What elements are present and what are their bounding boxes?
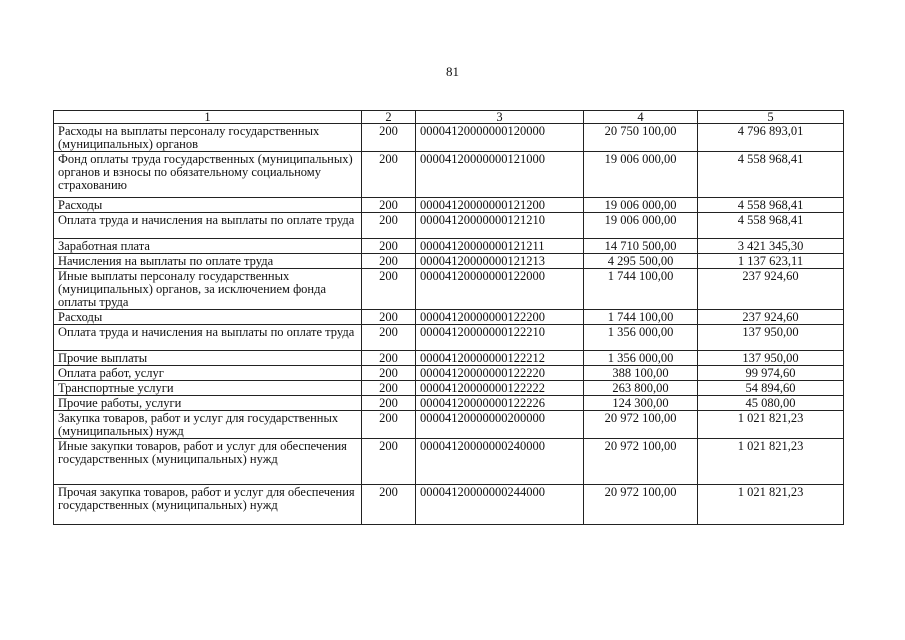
row-target-code: 00004120000000121200	[416, 198, 584, 213]
row-code: 200	[362, 152, 416, 198]
table-row	[54, 152, 844, 198]
row-name: Прочие выплаты	[54, 351, 362, 366]
page-number: 81	[446, 64, 459, 79]
row-executed-amount: 137 950,00	[698, 325, 844, 351]
budget-table	[53, 110, 844, 525]
row-executed-amount: 237 924,60	[698, 269, 844, 310]
row-executed-amount: 1 137 623,11	[698, 254, 844, 269]
column-header-5: 5	[698, 111, 844, 124]
row-approved-amount: 14 710 500,00	[584, 239, 698, 254]
row-executed-amount: 45 080,00	[698, 396, 844, 411]
row-name: Оплата труда и начисления на выплаты по оплате труда	[54, 213, 362, 239]
row-code: 200	[362, 254, 416, 269]
row-executed-amount: 237 924,60	[698, 310, 844, 325]
row-name: Прочая закупка товаров, работ и услуг для обеспечения государственных (муниципальных) нужд	[54, 485, 362, 525]
row-target-code: 00004120000000122212	[416, 351, 584, 366]
table-row	[54, 124, 844, 152]
row-target-code: 00004120000000122222	[416, 381, 584, 396]
row-target-code: 00004120000000120000	[416, 124, 584, 152]
row-approved-amount: 20 972 100,00	[584, 485, 698, 525]
table-row	[54, 396, 844, 411]
row-executed-amount: 137 950,00	[698, 351, 844, 366]
row-target-code: 00004120000000122000	[416, 269, 584, 310]
row-name: Транспортные услуги	[54, 381, 362, 396]
row-target-code: 00004120000000121213	[416, 254, 584, 269]
row-code: 200	[362, 485, 416, 525]
row-approved-amount: 124 300,00	[584, 396, 698, 411]
row-target-code: 00004120000000122210	[416, 325, 584, 351]
row-approved-amount: 20 972 100,00	[584, 411, 698, 439]
table-row	[54, 351, 844, 366]
column-header-2: 2	[362, 111, 416, 124]
row-name: Иные выплаты персоналу государственных (муниципальных) органов, за исключением фонда оплаты труда	[54, 269, 362, 310]
row-target-code: 00004120000000122220	[416, 366, 584, 381]
table-row	[54, 439, 844, 485]
row-code: 200	[362, 325, 416, 351]
row-target-code: 00004120000000200000	[416, 411, 584, 439]
row-approved-amount: 20 750 100,00	[584, 124, 698, 152]
row-code: 200	[362, 239, 416, 254]
row-name: Оплата работ, услуг	[54, 366, 362, 381]
row-target-code: 00004120000000240000	[416, 439, 584, 485]
row-approved-amount: 19 006 000,00	[584, 198, 698, 213]
row-approved-amount: 388 100,00	[584, 366, 698, 381]
table-row	[54, 198, 844, 213]
row-name: Начисления на выплаты по оплате труда	[54, 254, 362, 269]
table-row	[54, 239, 844, 254]
table-body	[54, 124, 844, 525]
row-approved-amount: 4 295 500,00	[584, 254, 698, 269]
row-code: 200	[362, 310, 416, 325]
table-row	[54, 254, 844, 269]
row-executed-amount: 4 558 968,41	[698, 198, 844, 213]
row-name: Расходы	[54, 198, 362, 213]
row-executed-amount: 4 558 968,41	[698, 152, 844, 198]
table-row	[54, 411, 844, 439]
row-approved-amount: 1 356 000,00	[584, 351, 698, 366]
row-executed-amount: 1 021 821,23	[698, 439, 844, 485]
row-target-code: 00004120000000121000	[416, 152, 584, 198]
table-row	[54, 381, 844, 396]
row-code: 200	[362, 198, 416, 213]
row-name: Прочие работы, услуги	[54, 396, 362, 411]
column-header-3: 3	[416, 111, 584, 124]
row-approved-amount: 1 744 100,00	[584, 269, 698, 310]
row-name: Оплата труда и начисления на выплаты по оплате труда	[54, 325, 362, 351]
column-header-4: 4	[584, 111, 698, 124]
row-code: 200	[362, 396, 416, 411]
row-code: 200	[362, 366, 416, 381]
row-code: 200	[362, 269, 416, 310]
row-approved-amount: 1 356 000,00	[584, 325, 698, 351]
row-code: 200	[362, 213, 416, 239]
row-target-code: 00004120000000121211	[416, 239, 584, 254]
row-target-code: 00004120000000122226	[416, 396, 584, 411]
table-row	[54, 485, 844, 525]
row-executed-amount: 1 021 821,23	[698, 485, 844, 525]
row-name: Фонд оплаты труда государственных (муниципальных) органов и взносы по обязательному социальному страхованию	[54, 152, 362, 198]
row-approved-amount: 263 800,00	[584, 381, 698, 396]
table-row	[54, 366, 844, 381]
row-code: 200	[362, 124, 416, 152]
row-executed-amount: 4 796 893,01	[698, 124, 844, 152]
row-name: Иные закупки товаров, работ и услуг для обеспечения государственных (муниципальных) нужд	[54, 439, 362, 485]
row-code: 200	[362, 351, 416, 366]
row-target-code: 00004120000000122200	[416, 310, 584, 325]
row-executed-amount: 54 894,60	[698, 381, 844, 396]
row-executed-amount: 99 974,60	[698, 366, 844, 381]
row-target-code: 00004120000000121210	[416, 213, 584, 239]
row-executed-amount: 4 558 968,41	[698, 213, 844, 239]
row-code: 200	[362, 381, 416, 396]
column-header-1: 1	[54, 111, 362, 124]
table-row	[54, 269, 844, 310]
row-approved-amount: 20 972 100,00	[584, 439, 698, 485]
row-code: 200	[362, 411, 416, 439]
row-name: Заработная плата	[54, 239, 362, 254]
row-name: Расходы на выплаты персоналу государственных (муниципальных) органов	[54, 124, 362, 152]
row-target-code: 00004120000000244000	[416, 485, 584, 525]
row-approved-amount: 19 006 000,00	[584, 213, 698, 239]
table-row	[54, 310, 844, 325]
table-row	[54, 325, 844, 351]
table-row	[54, 213, 844, 239]
row-name: Расходы	[54, 310, 362, 325]
row-executed-amount: 3 421 345,30	[698, 239, 844, 254]
row-name: Закупка товаров, работ и услуг для государственных (муниципальных) нужд	[54, 411, 362, 439]
table-header-row	[54, 111, 844, 124]
row-code: 200	[362, 439, 416, 485]
row-approved-amount: 1 744 100,00	[584, 310, 698, 325]
row-approved-amount: 19 006 000,00	[584, 152, 698, 198]
row-executed-amount: 1 021 821,23	[698, 411, 844, 439]
